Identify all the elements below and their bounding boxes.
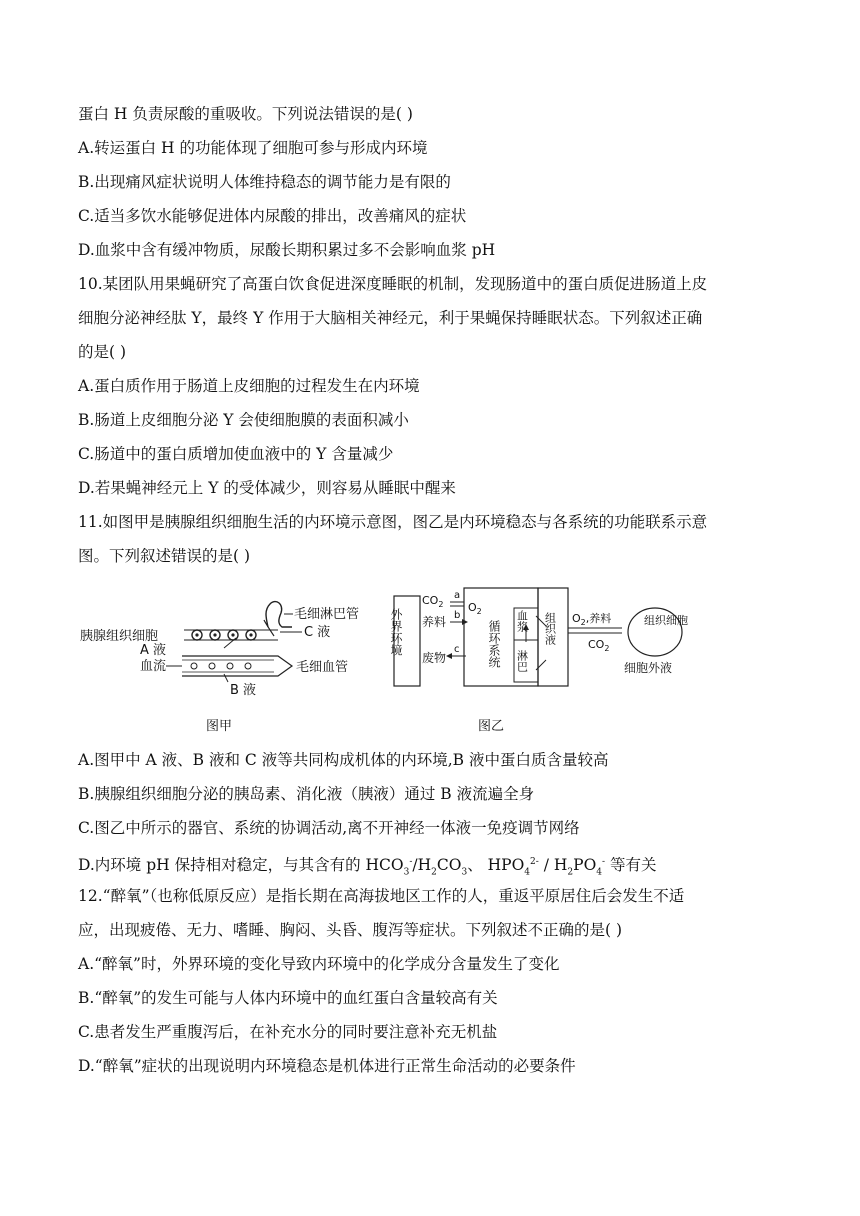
fig-b-c-label: c [454, 644, 460, 655]
q12-option-c: C.患者发生严重腹泻后，在补充水分的同时要注意补充无机盐 [78, 1023, 498, 1041]
q10-option-b: B.肠道上皮细胞分泌 Y 会使细胞膜的表面积减小 [78, 411, 409, 429]
fig-a-blood-flow-label: 血流 [140, 659, 167, 674]
fig-a-cells-label: 胰腺组织细胞 [80, 629, 159, 644]
fig-b-plasma-label: 血浆 [515, 610, 529, 632]
q11-option-b: B.胰腺组织细胞分泌的胰岛素、消化液（胰液）通过 B 液流遍全身 [78, 785, 535, 803]
q9-option-c: C.适当多饮水能够促进体内尿酸的排出，改善痛风的症状 [78, 207, 467, 225]
fig-b-o2-nutrients-label: $O_2$,养料 [572, 612, 612, 627]
q11-option-d: D.内环境 pH 保持相对稳定，与其含有的 $HCO_3^-/H_2CO_3$、 $HPO_4^{2-} / H_2PO_4^-$ 等有关 [78, 856, 657, 878]
q11-stem-line1: 11.如图甲是胰腺组织细胞生活的内环境示意图，图乙是内环境稳态与各系统的功能联系示意 [78, 513, 708, 531]
q12-option-a: A.“醉氧”时，外界环境的变化导致内环境中的化学成分含量发生了变化 [78, 955, 560, 973]
fig-b-waste-label: 废物 [422, 651, 447, 665]
fig-b-caption: 图乙 [478, 719, 505, 734]
q9-option-a: A.转运蛋白 H 的功能体现了细胞可参与形成内环境 [78, 139, 428, 157]
fig-a-lymph-capillary-label: 毛细淋巴管 [294, 607, 360, 622]
q12-option-d: D.“醉氧”症状的出现说明内环境稳态是机体进行正常生命活动的必要条件 [78, 1057, 576, 1075]
q10-option-a: A.蛋白质作用于肠道上皮细胞的过程发生在内环境 [78, 377, 420, 395]
q9-option-d: D.血浆中含有缓冲物质，尿酸长期积累过多不会影响血浆 pH [78, 241, 496, 259]
fig-b-b-label: b [454, 610, 461, 621]
fig-a-c-fluid-label: C 液 [304, 625, 331, 640]
fig-b-tissue-cell-label: 组织细胞 [644, 614, 688, 627]
fig-a-capillary-label: 毛细血管 [296, 660, 349, 675]
fig-b-o2-label: $O_2$ [468, 601, 482, 616]
q10-stem-line1: 10.某团队用果蝇研究了高蛋白饮食促进深度睡眠的机制，发现肠道中的蛋白质促进肠道上皮 [78, 275, 708, 293]
q9-stem-tail: 蛋白 H 负责尿酸的重吸收。下列说法错误的是( ) [78, 105, 413, 123]
q10-stem-line2: 细胞分泌神经肽 Y，最终 Y 作用于大脑相关神经元，利于果蝇保持睡眠状态。下列叙述正确 [78, 309, 703, 327]
fig-b-tissue-fluid-label: 组织液 [543, 612, 557, 645]
fig-b-nutrients-label: 养料 [422, 615, 447, 629]
q10-stem-line3: 的是( ) [78, 343, 127, 361]
figure-a-diagram [182, 602, 292, 682]
fig-a-b-fluid-label: B 液 [230, 683, 257, 698]
q12-option-b: B.“醉氧”的发生可能与人体内环境中的血红蛋白含量较高有关 [78, 989, 498, 1007]
q11-option-c: C.图乙中所示的器官、系统的协调活动,离不开神经一体液一免疫调节网络 [78, 819, 580, 837]
fig-b-ecf-label: 细胞外液 [624, 661, 673, 675]
fig-b-outside-label: 外界环境 [389, 608, 403, 656]
fig-b-co2-label: $CO_2$ [422, 594, 444, 609]
q9-option-b: B.出现痛风症状说明人体维持稳态的调节能力是有限的 [78, 173, 451, 191]
fig-b-co2-out-label: $CO_2$ [588, 638, 610, 653]
q11-option-a: A.图甲中 A 液、B 液和 C 液等共同构成机体的内环境,B 液中蛋白质含量较高 [78, 751, 609, 769]
fig-b-circulation-label: 循环系统 [487, 620, 501, 668]
q11-stem-line2: 图。下列叙述错误的是( ) [78, 547, 251, 565]
q11-figure [78, 580, 778, 750]
q12-stem-line1: 12.“醉氧”（也称低原反应）是指长期在高海拔地区工作的人，重返平原居住后会发生不适 [78, 887, 685, 905]
fig-a-a-fluid-label: A 液 [140, 643, 167, 658]
fig-a-caption: 图甲 [206, 719, 233, 734]
fig-b-lymph-label: 淋巴 [515, 650, 529, 672]
q10-option-c: C.肠道中的蛋白质增加使血液中的 Y 含量减少 [78, 445, 394, 463]
q10-option-d: D.若果蝇神经元上 Y 的受体减少，则容易从睡眠中醒来 [78, 479, 456, 497]
fig-b-a-label: a [454, 590, 461, 601]
q12-stem-line2: 应，出现疲倦、无力、嗜睡、胸闷、头昏、腹泻等症状。下列叙述不正确的是( ) [78, 921, 623, 939]
